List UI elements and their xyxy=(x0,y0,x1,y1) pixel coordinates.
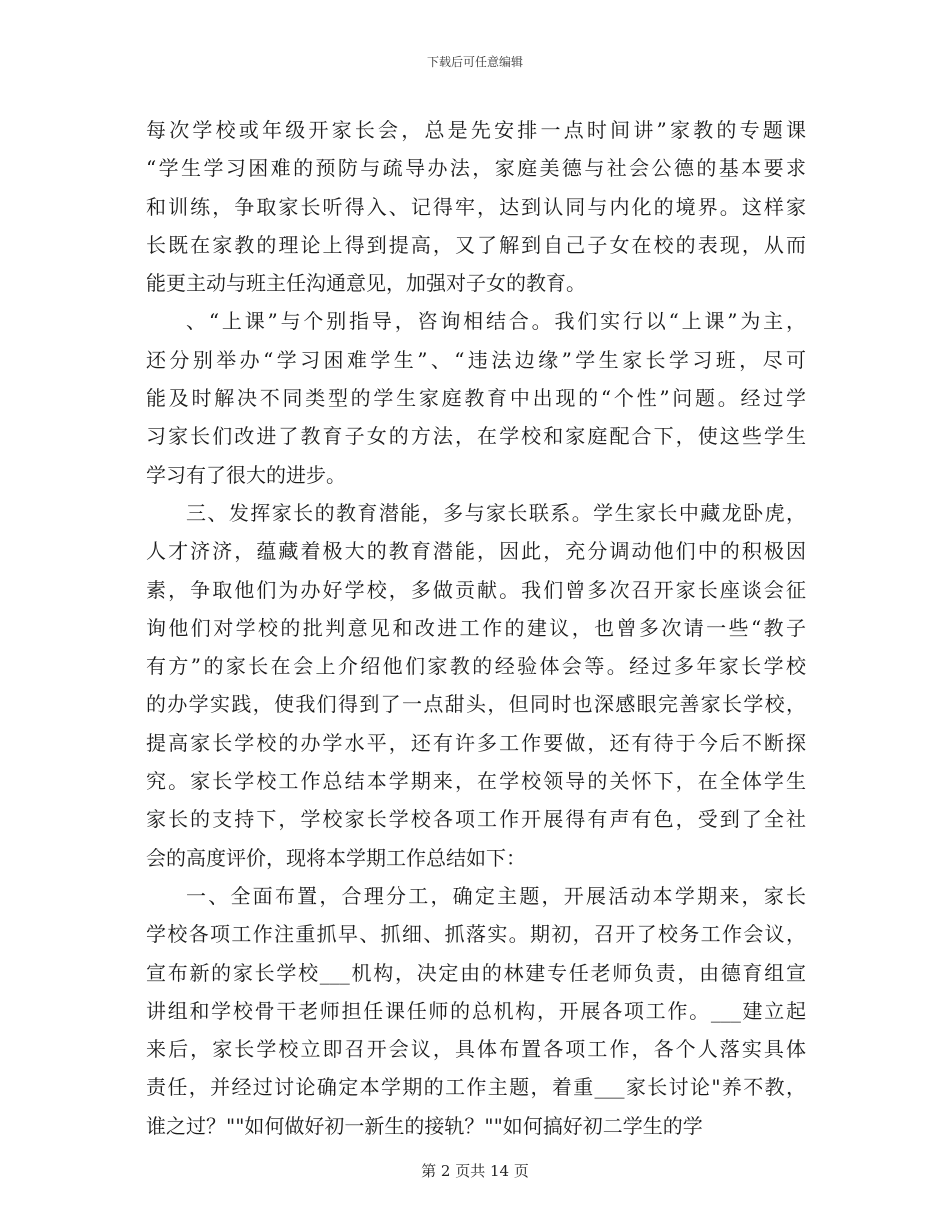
text-line: 究。家长学校工作总结本学期来，在学校领导的关怀下，在全体学生 xyxy=(146,769,806,794)
text-line: 习家长们改进了教育子女的方法，在学校和家庭配合下，使这些学生 xyxy=(146,424,806,449)
text-line: 责任，并经过讨论确定本学期的工作主题，着重___家长讨论"养不教， xyxy=(146,1075,806,1100)
text-line: “学生学习困难的预防与疏导办法，家庭美德与社会公德的基本要求 xyxy=(146,156,806,181)
text-line: 一、全面布置，合理分工，确定主题，开展活动本学期来，家长 xyxy=(186,883,806,908)
text-line: 人才济济，蕴藏着极大的教育潜能，因此，充分调动他们中的积极因 xyxy=(146,539,806,564)
text-line: 三、发挥家长的教育潜能，多与家长联系。学生家长中藏龙卧虎， xyxy=(186,500,806,525)
text-line: 能更主动与班主任沟通意见，加强对子女的教育。 xyxy=(146,271,586,296)
text-line: 和训练，争取家长听得入、记得牢，达到认同与内化的境界。这样家 xyxy=(146,194,806,219)
document-body xyxy=(146,111,806,1145)
text-line: 家长的支持下，学校家长学校各项工作开展得有声有色，受到了全社 xyxy=(146,807,806,832)
text-line: 、“上课”与个别指导，咨询相结合。我们实行以“上课”为主， xyxy=(186,309,806,334)
text-line: 还分别举办“学习困难学生”、“违法边缘”学生家长学习班，尽可 xyxy=(146,347,806,372)
text-line: 学校各项工作注重抓早、抓细、抓落实。期初，召开了校务工作会议， xyxy=(146,922,806,947)
page-footer: 第 2 页共 14 页 xyxy=(421,1162,529,1180)
text-line: 能及时解决不同类型的学生家庭教育中出现的“个性”问题。经过学 xyxy=(146,386,806,411)
text-line: 每次学校或年级开家长会，总是先安排一点时间讲”家教的专题课 xyxy=(146,118,806,142)
text-line: 来后，家长学校立即召开会议，具体布置各项工作，各个人落实具体 xyxy=(146,1037,806,1062)
text-line: 提高家长学校的办学水平，还有许多工作要做，还有待于今后不断探 xyxy=(146,730,806,755)
text-line: 的办学实践，使我们得到了一点甜头，但同时也深感眼完善家长学校， xyxy=(146,692,806,717)
text-line: 素，争取他们为办好学校，多做贡献。我们曾多次召开家长座谈会征 xyxy=(146,577,806,602)
text-line: 询他们对学校的批判意见和改进工作的建议，也曾多次请一些“教子 xyxy=(146,615,806,640)
text-line: 有方”的家长在会上介绍他们家教的经验体会等。经过多年家长学校 xyxy=(146,654,806,679)
text-line: 会的高度评价，现将本学期工作总结如下： xyxy=(146,845,526,870)
text-line: 讲组和学校骨干老师担任课任师的总机构，开展各项工作。___建立起 xyxy=(146,998,806,1023)
text-line: 长既在家教的理论上得到提高，又了解到自己子女在校的表现，从而 xyxy=(146,232,806,257)
text-line: 谁之过？""如何做好初一新生的接轨？""如何搞好初二学生的学 xyxy=(146,1113,703,1138)
text-line: 学习有了很大的进步。 xyxy=(146,462,346,487)
page-header: 下载后可任意编辑 xyxy=(426,55,523,69)
text-line: 宣布新的家长学校___机构，决定由的林建专任老师负责，由德育组宣 xyxy=(146,960,806,985)
